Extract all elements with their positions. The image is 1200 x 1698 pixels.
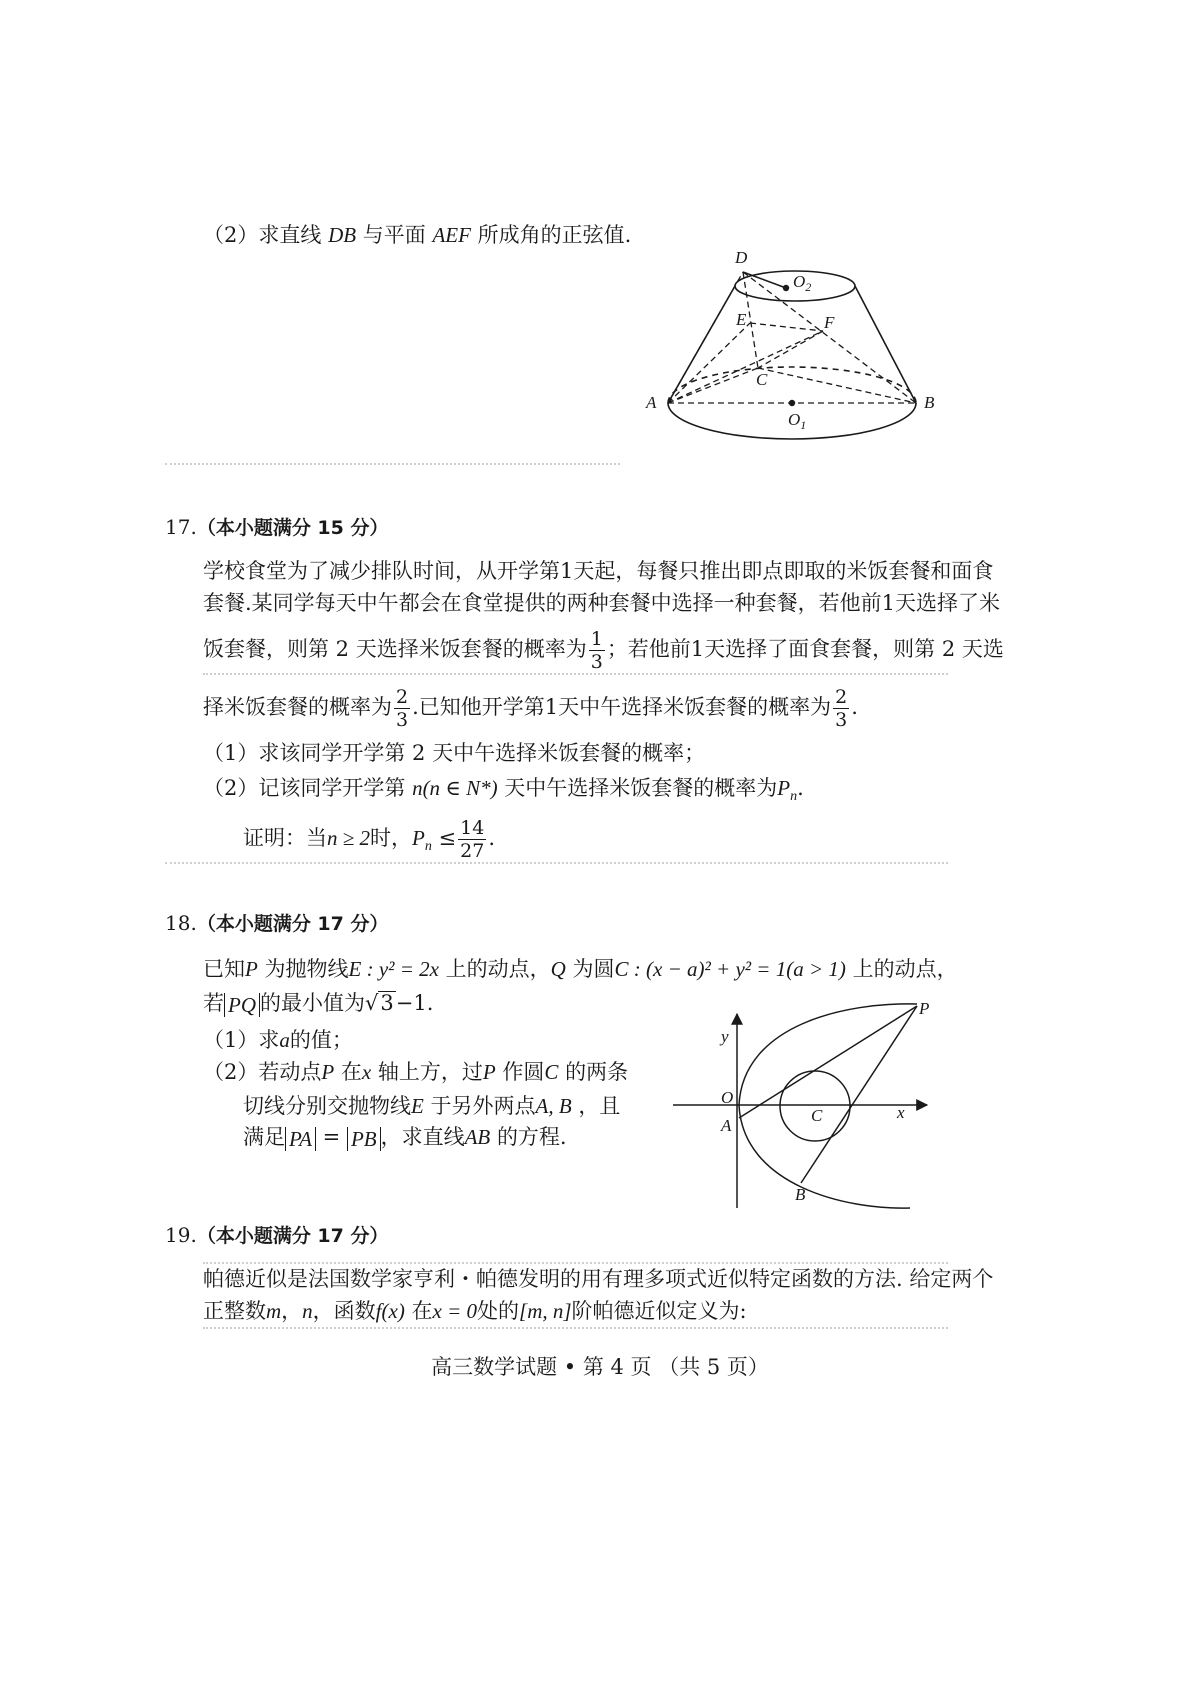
bottom-ellipse-back [668,367,916,403]
point-O1 [789,400,795,406]
q18-part1: （1）求a的值； [203,1028,353,1052]
slant-right [855,286,916,403]
q19-header: 19.（本小题满分 17 分） [165,1223,389,1247]
frustum-figure [640,245,960,455]
fraction: $\frac{1}{3}$ [590,628,603,673]
line-F-C [758,331,823,368]
abs-value: PB [347,1127,381,1151]
divider [165,862,948,864]
label-y: y [721,1027,729,1046]
tangent-PB [801,1006,917,1183]
label-F: F [824,313,835,332]
q18-part2-l3: 满足 PA = PB ，求直线AB 的方程. [243,1125,567,1151]
q17-header: 17.（本小题满分 15 分） [165,515,389,539]
q17-line1: 学校食堂为了减少排队时间，从开学第1天起，每餐只推出即点即取的米饭套餐和面食 [203,559,994,583]
label-A: A [646,393,657,412]
parabola-figure [665,1000,950,1215]
divider [203,1327,948,1329]
fraction: $\frac{2}{3}$ [835,686,848,731]
q16-part2-line: （2）求直线 DB 与平面 AEF 所成角的正弦值. [203,223,632,247]
line-D-O2 [743,272,786,288]
q18-part2-l2: 切线分别交抛物线E 于另外两点A, B ，且 [243,1094,621,1118]
label-A: A [721,1116,732,1135]
label-D: D [735,248,748,267]
label-C: C [811,1106,823,1125]
line-A-E [668,323,750,403]
label-B: B [924,393,935,412]
parabola [739,1004,917,1208]
fraction: $\frac{2}{3}$ [396,686,409,731]
q18-line2: 若 PQ 的最小值为√3−1. [203,991,434,1017]
q17-line3: 饭套餐，则第 2 天选择米饭套餐的概率为 $\frac{1}{3}$ ；若他前1天选择了面食套餐，则第 2 天选 [203,628,1004,673]
line-A-C [668,368,758,403]
label-O1: $O_1$ [788,410,807,432]
q17-line2: 套餐.某同学每天中午都会在食堂提供的两种套餐中选择一种套餐，若他前1天选择了米 [203,591,1001,615]
line-E-F [750,323,823,331]
label-C: C [756,370,768,389]
point-O2 [783,285,789,291]
q18-part2-l1: （2）若动点P 在x 轴上方，过P 作圆C 的两条 [203,1060,629,1084]
label-O: O [721,1088,734,1107]
abs-value: PA [285,1127,316,1151]
page-footer: 高三数学试题 • 第 4 页 （共 5 页） [431,1355,769,1379]
divider [203,673,948,675]
q17-proof: 证明：当n ≥ 2时，$P_n$ ≤ $\frac{14}{27}$ . [243,817,496,862]
label-P: P [919,1000,930,1018]
abs-value: PQ [224,993,260,1017]
q18-line1: 已知P 为抛物线E : y² = 2x 上的动点，Q 为圆C : (x − a)² + y² = 1(a > 1) 上的动点， [203,957,958,981]
label-x: x [897,1103,905,1122]
line-C-B [758,368,916,403]
label-O2: $O_2$ [793,272,812,294]
fraction: $\frac{14}{27}$ [460,817,485,862]
tangent-PA [739,1006,917,1118]
label-E: E [736,310,747,329]
q17-part2: （2）记该同学开学第 n(n ∈ N*) 天中午选择米饭套餐的概率为$P_n$. [203,776,804,805]
label-B: B [795,1185,806,1204]
q17-line4: 择米饭套餐的概率为 $\frac{2}{3}$ .已知他开学第1天中午选择米饭套餐的概率为 $\frac{2}{3}$ . [203,686,858,731]
q18-header: 18.（本小题满分 17 分） [165,911,389,935]
q19-line2: 正整数m，n，函数f(x) 在x = 0处的[m, n]阶帕德近似定义为: [203,1299,747,1323]
q17-part1: （1）求该同学开学第 2 天中午选择米饭套餐的概率； [203,741,706,765]
q19-line1: 帕德近似是法国数学家亨利・帕德发明的用有理多项式近似特定函数的方法. 给定两个 [203,1267,994,1291]
divider [165,463,620,465]
